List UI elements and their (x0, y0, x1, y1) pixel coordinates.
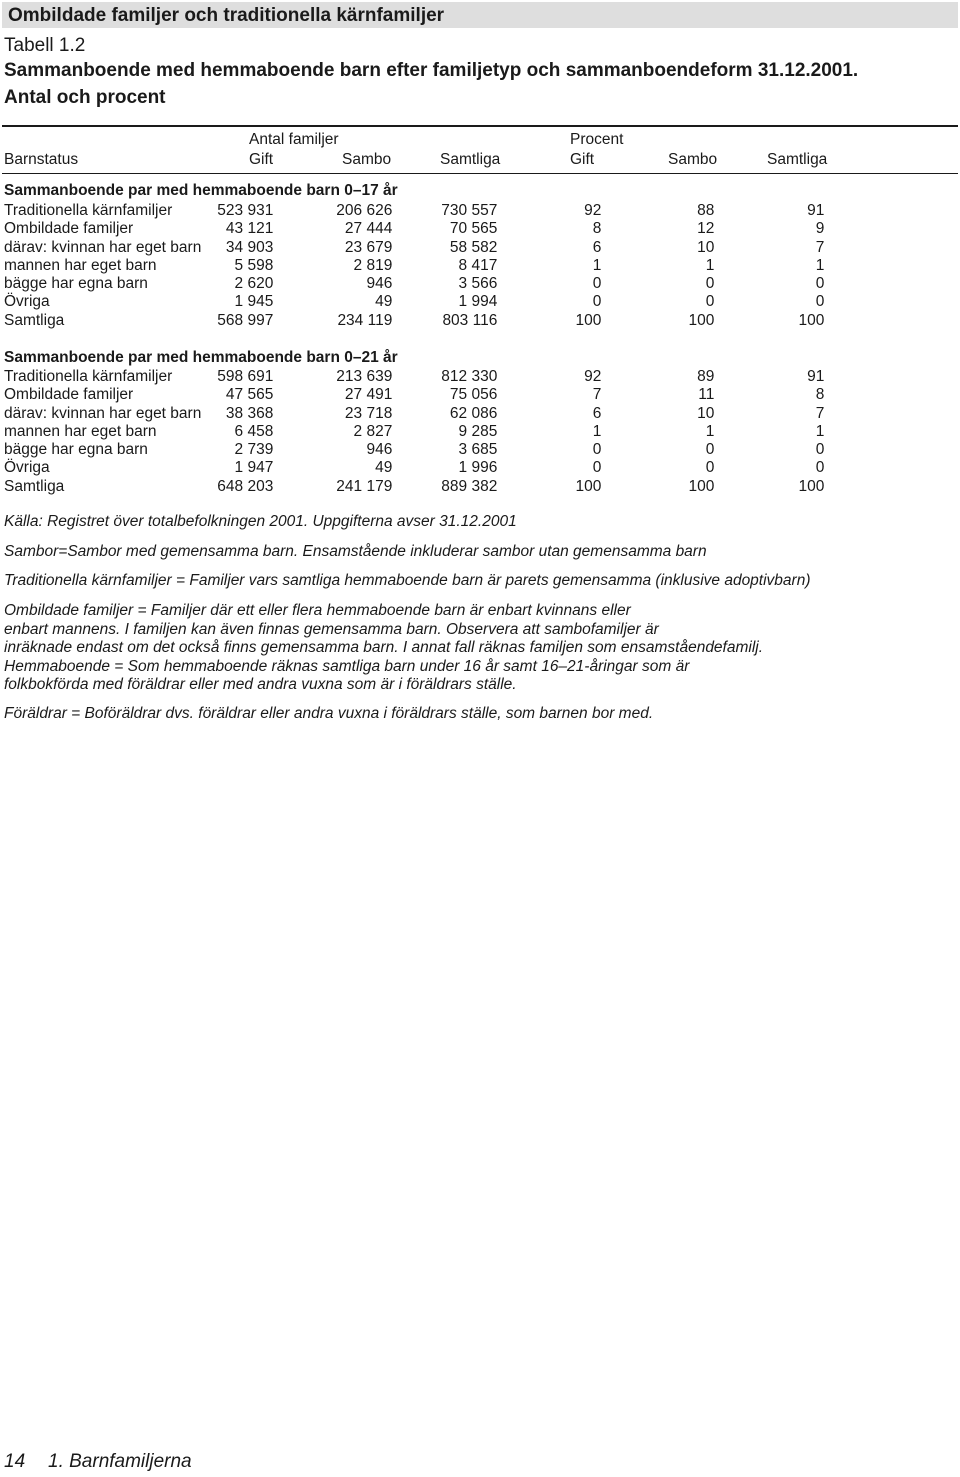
cell-procent-sambo: 10 (697, 404, 715, 422)
cell-procent-gift: 92 (584, 202, 602, 219)
column-header-antal-sambo: Sambo (342, 151, 392, 168)
cell-procent-samtliga: 100 (798, 477, 825, 495)
cell-antal-samtliga: 75 056 (449, 386, 498, 404)
table-row (4, 478, 824, 496)
cell-antal-gift: 47 565 (225, 386, 274, 404)
cell-antal-sambo: 2 819 (353, 256, 393, 274)
cell-antal-samtliga: 70 565 (449, 220, 498, 238)
cell-antal-samtliga: 1 994 (458, 293, 498, 311)
cell-procent-gift: 8 (592, 220, 602, 238)
cell-procent-gift: 92 (584, 368, 602, 385)
table-row (4, 312, 824, 330)
chapter-title: 1. Barnfamiljerna (48, 1451, 192, 1472)
cell-antal-samtliga: 58 582 (449, 238, 498, 256)
page-number: 14 (4, 1451, 26, 1472)
definition-note-line: Ombildade familjer = Familjer där ett eller flera hemmaboende barn är enbart kvinnans eller (4, 602, 631, 619)
row-label: bägge har egna barn (4, 441, 148, 459)
cell-procent-samtliga: 7 (815, 404, 825, 422)
row-label: Samtliga (4, 477, 65, 495)
row-label: Samtliga (4, 311, 65, 329)
cell-antal-gift: 1 945 (234, 293, 274, 311)
row-label: Övriga (4, 293, 50, 311)
cell-antal-sambo: 49 (375, 293, 393, 311)
row-label: mannen har eget barn (4, 256, 157, 274)
table-row (4, 220, 824, 238)
table-top-rule (2, 125, 958, 127)
data-table-0-17 (4, 202, 824, 330)
cell-procent-sambo: 1 (705, 422, 715, 440)
cell-procent-samtliga: 0 (815, 275, 825, 293)
table-row (4, 441, 824, 459)
table-row (4, 459, 824, 477)
header-bottom-rule (2, 173, 958, 174)
cell-procent-sambo: 100 (688, 311, 715, 329)
cell-antal-sambo: 946 (366, 441, 393, 459)
table-title-line2: Antal och procent (4, 87, 166, 108)
cell-procent-gift: 6 (592, 404, 602, 422)
cell-procent-gift: 0 (592, 293, 602, 311)
table-row (4, 386, 824, 404)
cell-procent-sambo: 0 (705, 441, 715, 459)
cell-antal-gift: 6 458 (234, 422, 274, 440)
column-header-procent-samtliga: Samtliga (767, 151, 828, 168)
cell-procent-samtliga: 9 (815, 220, 825, 238)
definition-note-line: inräknade endast om det också finns gemensamma barn. I annat fall räknas familjen som ensamståendefamilj. (4, 639, 764, 656)
cell-procent-sambo: 0 (705, 275, 715, 293)
table-row (4, 368, 824, 386)
table-row (4, 239, 824, 257)
row-label: därav: kvinnan har eget barn (4, 404, 202, 422)
sambor-note: Sambor=Sambor med gemensamma barn. Ensamstående inkluderar sambor utan gemensamma barn (4, 543, 707, 560)
cell-procent-samtliga: 8 (815, 386, 825, 404)
cell-antal-sambo: 23 718 (344, 404, 393, 422)
cell-antal-sambo: 241 179 (336, 477, 393, 495)
row-label: Ombildade familjer (4, 220, 134, 238)
cell-procent-samtliga: 7 (815, 238, 825, 256)
cell-antal-sambo: 27 491 (344, 386, 393, 404)
cell-antal-sambo: 49 (375, 459, 393, 477)
cell-antal-gift: 34 903 (225, 238, 274, 256)
cell-antal-gift: 38 368 (225, 404, 274, 422)
cell-procent-gift: 1 (592, 256, 602, 274)
row-label: mannen har eget barn (4, 422, 157, 440)
cell-procent-gift: 0 (592, 459, 602, 477)
cell-procent-samtliga: 1 (815, 422, 825, 440)
cell-antal-gift: 1 947 (234, 459, 274, 477)
column-group-antal: Antal familjer (249, 131, 339, 148)
column-header-procent-sambo: Sambo (668, 151, 718, 168)
cell-antal-samtliga: 62 086 (449, 404, 498, 422)
definition-note-line: Hemmaboende = Som hemmaboende räknas samtliga barn under 16 år samt 16–21-åringar som är (4, 658, 690, 675)
cell-procent-gift: 7 (592, 386, 602, 404)
cell-antal-gift: 598 691 (217, 368, 274, 385)
cell-procent-samtliga: 0 (815, 459, 825, 477)
cell-antal-sambo: 27 444 (344, 220, 393, 238)
cell-procent-sambo: 1 (705, 256, 715, 274)
section-title: Ombildade familjer och traditionella kärnfamiljer (8, 5, 445, 26)
section-heading-0-17: Sammanboende par med hemmaboende barn 0–17 år (4, 182, 398, 199)
cell-procent-samtliga: 1 (815, 256, 825, 274)
traditionella-note: Traditionella kärnfamiljer = Familjer vars samtliga hemmaboende barn är parets gemensamma (inklusive adoptivbarn) (4, 572, 811, 589)
row-label: Ombildade familjer (4, 386, 134, 404)
cell-antal-samtliga: 812 330 (441, 368, 498, 385)
cell-antal-samtliga: 803 116 (442, 311, 498, 329)
column-group-procent: Procent (570, 131, 624, 148)
column-header-procent-gift: Gift (570, 151, 595, 168)
cell-antal-gift: 43 121 (225, 220, 274, 238)
cell-antal-samtliga: 9 285 (458, 422, 498, 440)
cell-antal-sambo: 234 119 (337, 311, 393, 329)
cell-procent-sambo: 0 (705, 459, 715, 477)
row-label: Traditionella kärnfamiljer (4, 202, 173, 219)
cell-procent-samtliga: 0 (815, 293, 825, 311)
cell-procent-gift: 1 (592, 422, 602, 440)
definition-note-line: enbart mannens. I familjen kan även finnas gemensamma barn. Observera att sambofamiljer är (4, 621, 659, 638)
cell-procent-sambo: 100 (688, 477, 715, 495)
cell-procent-sambo: 12 (697, 220, 715, 238)
cell-procent-samtliga: 100 (798, 311, 825, 329)
cell-procent-samtliga: 0 (815, 441, 825, 459)
section-heading-0-21: Sammanboende par med hemmaboende barn 0–21 år (4, 349, 398, 366)
cell-antal-gift: 2 620 (234, 275, 274, 293)
cell-procent-sambo: 88 (697, 202, 715, 219)
cell-antal-gift: 568 997 (217, 311, 274, 329)
cell-antal-gift: 648 203 (217, 477, 274, 495)
data-table-0-21 (4, 368, 824, 496)
column-header-antal-samtliga: Samtliga (440, 151, 501, 168)
table-row (4, 202, 824, 220)
cell-antal-samtliga: 1 996 (458, 459, 498, 477)
row-label: Övriga (4, 459, 50, 477)
table-title-line1: Sammanboende med hemmaboende barn efter familjetyp och sammanboendeform 31.12.2001. (4, 60, 859, 81)
cell-procent-samtliga: 91 (807, 202, 825, 219)
table-row (4, 257, 824, 275)
cell-procent-gift: 100 (575, 477, 602, 495)
table-row (4, 275, 824, 293)
cell-procent-gift: 6 (592, 238, 602, 256)
cell-antal-sambo: 946 (366, 275, 393, 293)
cell-procent-gift: 0 (592, 275, 602, 293)
cell-antal-samtliga: 3 685 (458, 441, 498, 459)
cell-antal-samtliga: 889 382 (441, 477, 498, 495)
column-header-barnstatus: Barnstatus (4, 151, 79, 168)
cell-antal-samtliga: 3 566 (458, 275, 498, 293)
source-note: Källa: Registret över totalbefolkningen 2001. Uppgifterna avser 31.12.2001 (4, 513, 517, 530)
cell-antal-gift: 5 598 (234, 256, 274, 274)
cell-antal-samtliga: 730 557 (441, 202, 498, 219)
table-row (4, 423, 824, 441)
cell-procent-gift: 100 (575, 311, 602, 329)
definition-note-line: folkbokförda med föräldrar eller med andra vuxna som är i föräldrars ställe. (4, 676, 517, 693)
cell-antal-gift: 523 931 (217, 202, 274, 219)
cell-antal-samtliga: 8 417 (458, 256, 498, 274)
row-label: därav: kvinnan har eget barn (4, 238, 202, 256)
cell-procent-sambo: 11 (698, 386, 715, 404)
row-label: bägge har egna barn (4, 275, 148, 293)
cell-procent-sambo: 10 (697, 238, 715, 256)
cell-procent-samtliga: 91 (807, 368, 825, 385)
cell-antal-sambo: 23 679 (344, 238, 393, 256)
cell-procent-sambo: 0 (705, 293, 715, 311)
table-row (4, 405, 824, 423)
column-header-antal-gift: Gift (249, 151, 274, 168)
table-label: Tabell 1.2 (4, 35, 86, 56)
cell-procent-sambo: 89 (697, 368, 715, 385)
cell-antal-sambo: 206 626 (336, 202, 393, 219)
cell-antal-sambo: 2 827 (353, 422, 393, 440)
cell-antal-gift: 2 739 (234, 441, 274, 459)
section-header-band (2, 2, 958, 28)
cell-antal-sambo: 213 639 (336, 368, 393, 385)
cell-procent-gift: 0 (592, 441, 602, 459)
table-row (4, 293, 824, 311)
foraldrar-note: Föräldrar = Boföräldrar dvs. föräldrar eller andra vuxna i föräldrars ställe, som barnen bor med. (4, 705, 654, 722)
row-label: Traditionella kärnfamiljer (4, 368, 173, 385)
